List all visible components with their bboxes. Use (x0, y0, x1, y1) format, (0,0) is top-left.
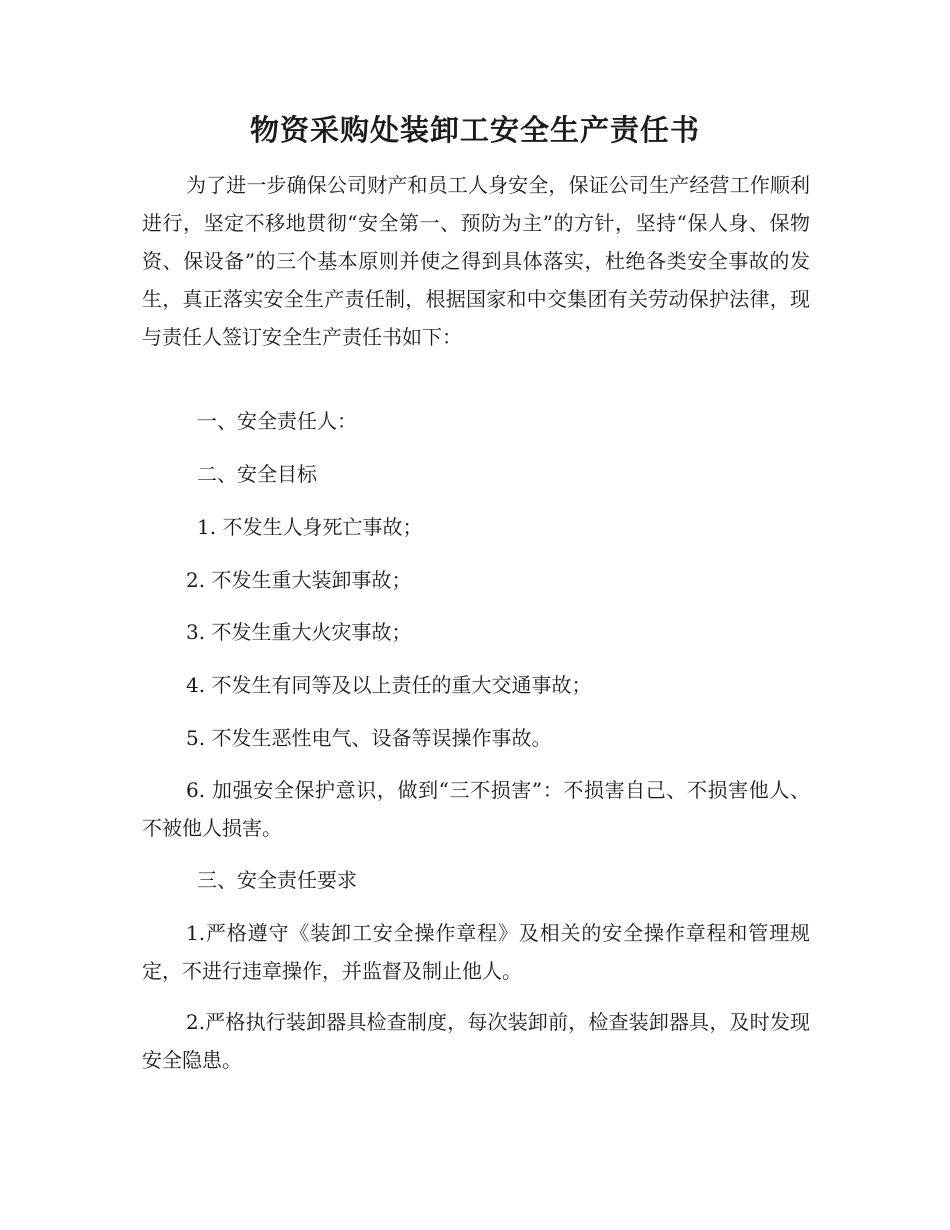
section-heading-safety-goals: 二、安全目标 (197, 462, 317, 486)
section-heading-responsible-person: 一、安全责任人： (197, 409, 357, 433)
requirement-item: 2.严格执行装卸器具检查制度，每次装卸前，检查装卸器具，及时发现安全隐患。 (142, 1010, 810, 1072)
goal-item: 2. 不发生重大装卸事故； (186, 568, 412, 592)
goal-item: 1. 不发生人身死亡事故； (197, 515, 423, 539)
goal-item: 4. 不发生有同等及以上责任的重大交通事故； (186, 673, 592, 697)
goal-item: 6. 加强安全保护意识，做到“三不损害”：不损害自己、不损害他人、不被他人损害。 (142, 778, 810, 840)
intro-paragraph: 为了进一步确保公司财产和员工人身安全，保证公司生产经营工作顺利进行，坚定不移地贯彻“安全第一、预防为主”的方针，坚持“保人身、保物资、保设备”的三个基本原则并使之得到具体落实，杜绝各类安全事故的发生，真正落实安全生产责任制，根据国家和中交集团有关劳动保护法律，现与责任人签订安全生产责任书如下： (142, 173, 810, 349)
goal-item: 3. 不发生重大火灾事故； (186, 620, 412, 644)
goal-item: 5. 不发生恶性电气、设备等误操作事故。 (186, 726, 552, 750)
requirement-item: 1.严格遵守《装卸工安全操作章程》及相关的安全操作章程和管理规定，不进行违章操作，并监督及制止他人。 (142, 921, 810, 983)
section-heading-safety-requirements: 三、安全责任要求 (197, 868, 357, 892)
document-title: 物资采购处装卸工安全生产责任书 (249, 113, 700, 147)
